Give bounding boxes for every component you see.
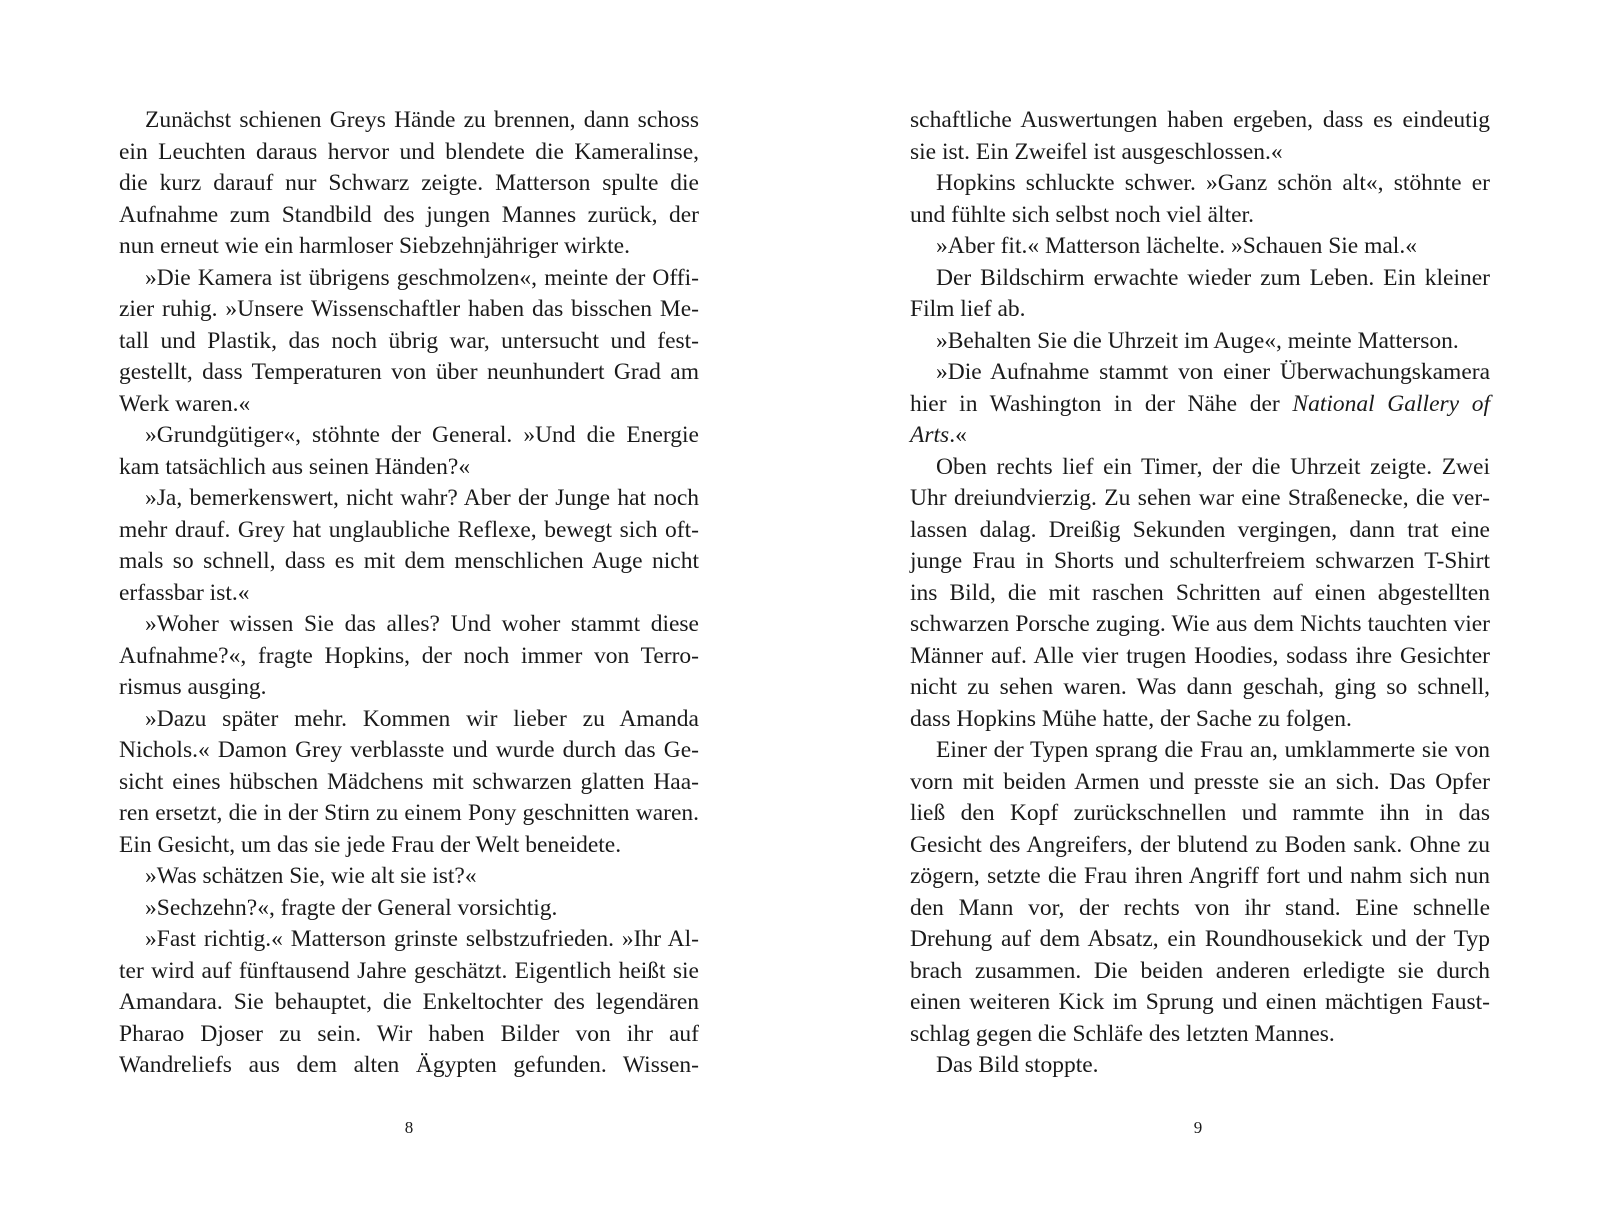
paragraph-with-italic [910,357,1490,452]
paragraph: Zunächst schienen Greys Hände zu brennen, dann schoss ein Leuchten daraus hervor und blendete die Kameralinse, die kurz darauf nur Schwarz zeigte. Matterson spulte die Aufnahme zum Standbild des jungen Mannes zurück, der nun erneut wie ein harmloser Siebzehnjähriger wirkte. [119,107,699,259]
paragraph: »Dazu später mehr. Kommen wir lieber zu Amanda Nichols.« Damon Grey verblasste und wurde durch das Gesicht eines hübschen Mädchens mit schwarzen glatten Haaren ersetzt, die in der Stirn zu einem Pony geschnitten waren. Ein Gesicht, um das sie jede Frau der Welt beneidete. [119,705,699,858]
italic-title: National Gallery of Arts [910,390,1491,448]
paragraph: »Aber fit.« Matterson lächelte. »Schauen Sie mal.« [936,233,1417,259]
paragraph: schaftliche Auswertungen haben ergeben, dass es eindeutig sie ist. Ein Zweifel ist ausgeschlossen.« [910,107,1490,165]
paragraph-text: »Die Aufnahme stammt von einer Überwachungskamera hier in Washington in der Nähe der [910,359,1490,417]
paragraph: Der Bildschirm erwachte wieder zum Leben. Ein kleiner Film lief ab. [910,264,1490,322]
paragraph: »Was schätzen Sie, wie alt sie ist?« [145,863,477,889]
right-page [910,105,1490,1082]
page-number-left: 8 [404,1118,414,1137]
page-number-right: 9 [1193,1118,1203,1137]
paragraph: »Woher wissen Sie das alles? Und woher stammt diese Aufnahme?«, fragte Hopkins, der noch immer von Terrorismus ausging. [119,611,699,700]
paragraph: »Die Kamera ist übrigens geschmolzen«, meinte der Offizier ruhig. »Unsere Wissenschaftler haben das bisschen Metall und Plastik, das noch übrig war, untersucht und festgestellt, dass Temperaturen von über neunhundert Grad am Werk waren.« [119,264,699,417]
paragraph: Das Bild stoppte. [936,1052,1099,1078]
paragraph: Oben rechts lief ein Timer, der die Uhrzeit zeigte. Zwei Uhr dreiundvierzig. Zu sehen war eine Straßenecke, die verlassen dalag. Dreißig Sekunden vergingen, dann trat eine junge Frau in Shorts und schulterfreiem schwarzen T-Shirt ins Bild, die mit raschen Schritten auf einen abgestellten schwarzen Porsche zuging. Wie aus dem Nichts tauchten vier Männer auf. Alle vier trugen Hoodies, sodass ihre Gesichter nicht zu sehen waren. Was dann geschah, ging so schnell, dass Hopkins Mühe hatte, der Sache zu folgen. [910,453,1490,732]
paragraph: »Fast richtig.« Matterson grinste selbstzufrieden. »Ihr Alter wird auf fünftausend Jahre geschätzt. Eigentlich heißt sie Amandara. Sie behauptet, die Enkeltochter des legendären Pharao Djoser zu sein. Wir haben Bilder von ihr auf Wandreliefs aus dem alten Ägypten gefunden. Wissen- [119,926,699,1078]
paragraph: Einer der Typen sprang die Frau an, umklammerte sie von vorn mit beiden Armen und presste sie an sich. Das Opfer ließ den Kopf zurückschnellen und rammte ihn in das Gesicht des Angreifers, der blutend zu Boden sank. Ohne zu zögern, setzte die Frau ihren Angriff fort und nahm sich nun den Mann vor, der rechts von ihr stand. Eine schnelle Drehung auf dem Absatz, ein Roundhousekick und der Typ brach zusammen. Die beiden anderen erledigte sie durch einen weiteren Kick im Sprung und einen mächtigen Faustschlag gegen die Schläfe des letzten Mannes. [910,737,1490,1047]
paragraph: Hopkins schluckte schwer. »Ganz schön alt«, stöhnte er und fühlte sich selbst noch viel älter. [910,170,1490,228]
left-page-text [119,105,699,1082]
paragraph: »Grundgütiger«, stöhnte der General. »Und die Energie kam tatsächlich aus seinen Händen?« [119,422,699,480]
paragraph: »Sechzehn?«, fragte der General vorsichtig. [145,894,558,921]
paragraph-text: .« [949,422,967,448]
left-page [119,105,699,1082]
paragraph: »Ja, bemerkenswert, nicht wahr? Aber der Junge hat noch mehr drauf. Grey hat unglaubliche Reflexe, bewegt sich oftmals so schnell, dass es mit dem menschlichen Auge nicht erfassbar ist.« [119,485,699,606]
right-page-text [910,105,1490,1082]
paragraph: »Behalten Sie die Uhrzeit im Auge«, meinte Matterson. [936,327,1459,354]
